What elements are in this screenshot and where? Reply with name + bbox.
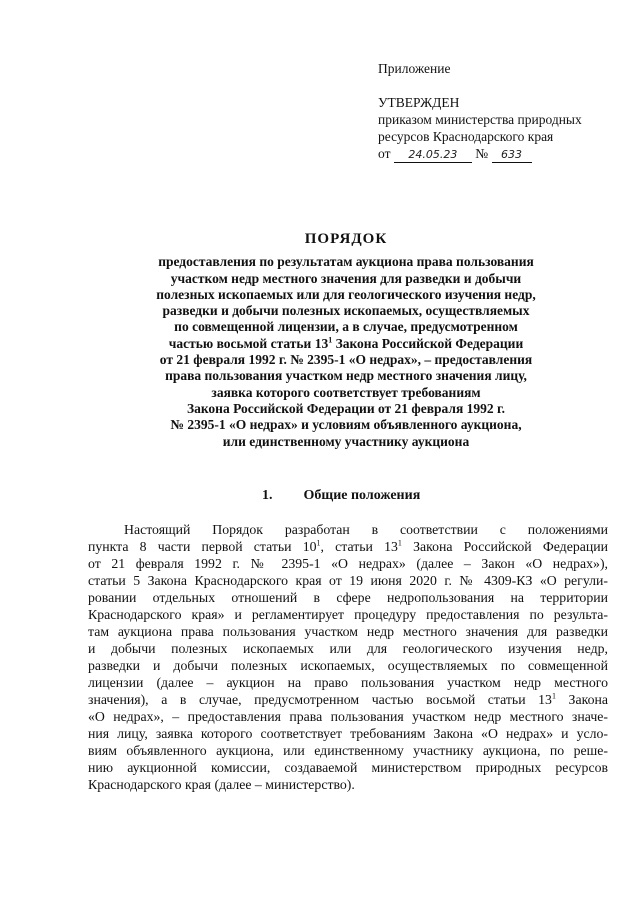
approved-by-line-1: приказом министерства природных [378, 112, 582, 127]
document-title [112, 231, 580, 450]
body-line: от 21 февраля 1992 г. № 2395-1 «О недрах» (далее – Закон «О недрах»), [88, 556, 608, 571]
body-line: и добычи полезных ископаемых или для геологического изучения недр, [88, 641, 608, 656]
title-line: или единственному участнику аукциона [222, 433, 470, 449]
body-line: лицензии (далее – аукцион на право пользования участком недр местного [88, 675, 608, 690]
body-line: Настоящий Порядок разработан в соответствии с положениями [124, 522, 608, 537]
body-line: виям объявленного аукциона, или единственному участнику аукциона, по реше- [88, 743, 608, 758]
title-line: от 21 февраля 1992 г. № 2395-1 «О недрах», – предоставления [159, 352, 533, 368]
order-date: 24.05.23 [394, 148, 472, 163]
title-main: ПОРЯДОК [304, 231, 388, 247]
section-heading [262, 488, 420, 504]
body-line: Краснодарского края (далее – министерство). [88, 777, 355, 792]
body-line: пункта 8 части первой статьи $10^1$, статьи $13^1$ Закона Российской Федерации [88, 538, 608, 554]
body-line: «О недрах», – предоставления права пользования участком недр местного значе- [88, 709, 608, 724]
approved-label: УТВЕРЖДЕН [378, 95, 460, 110]
body-line: нию аукционной комиссии, создаваемой министерством природных ресурсов [88, 760, 608, 775]
title-line: № 2395-1 «О недрах» и условиям объявленного аукциона, [170, 417, 522, 433]
approval-stamp [378, 60, 628, 163]
order-number: 633 [492, 148, 532, 163]
title-line: Закона Российской Федерации от 21 февраля 1992 г. [186, 400, 506, 416]
body-line: ния лицу, заявка которого соответствует требованиям Закона «О недрах» и усло- [88, 726, 608, 741]
body-line: там аукциона права пользования участком недр местного значения для разведки [88, 624, 608, 639]
from-label: от [378, 146, 391, 161]
title-line: участком недр местного значения для разведки и добычи [170, 270, 522, 286]
body-line: значения), а в случае, предусмотренном частью восьмой статьи $13^1$ Закона [88, 691, 608, 707]
number-label: № [475, 146, 489, 161]
body-line: Краснодарского края» и регламентирует процедуру предоставления по результа- [88, 607, 608, 622]
title-line: заявка которого соответствует требованиям [211, 384, 481, 400]
section-number: 1. [262, 488, 273, 503]
body-line: статьи 5 Закона Краснодарского края от 19 июня 2020 г. № 4309-КЗ «О регули- [88, 573, 608, 588]
appendix-label: Приложение [378, 61, 451, 76]
title-line: предоставления по результатам аукциона права пользования [158, 254, 534, 270]
title-line: разведки и добычи полезных ископаемых, осуществляемых [162, 303, 530, 319]
title-line: частью восьмой статьи $13^1$ Закона Российской Федерации [168, 335, 524, 351]
body-paragraph [88, 521, 608, 793]
title-line: права пользования участком недр местного значения лицу, [165, 368, 527, 384]
section-title: Общие положения [303, 488, 421, 503]
order-reference [378, 145, 628, 163]
body-line: разведки и добычи полезных ископаемых, осуществляемых по совмещенной [88, 658, 608, 673]
body-line: ровании отдельных отношений в сфере недропользования на территории [88, 590, 608, 605]
title-line: по совмещенной лицензии, а в случае, предусмотренном [174, 319, 518, 335]
approved-by-line-2: ресурсов Краснодарского края [378, 129, 554, 144]
title-line: полезных ископаемых или для геологического изучения недр, [156, 286, 536, 302]
